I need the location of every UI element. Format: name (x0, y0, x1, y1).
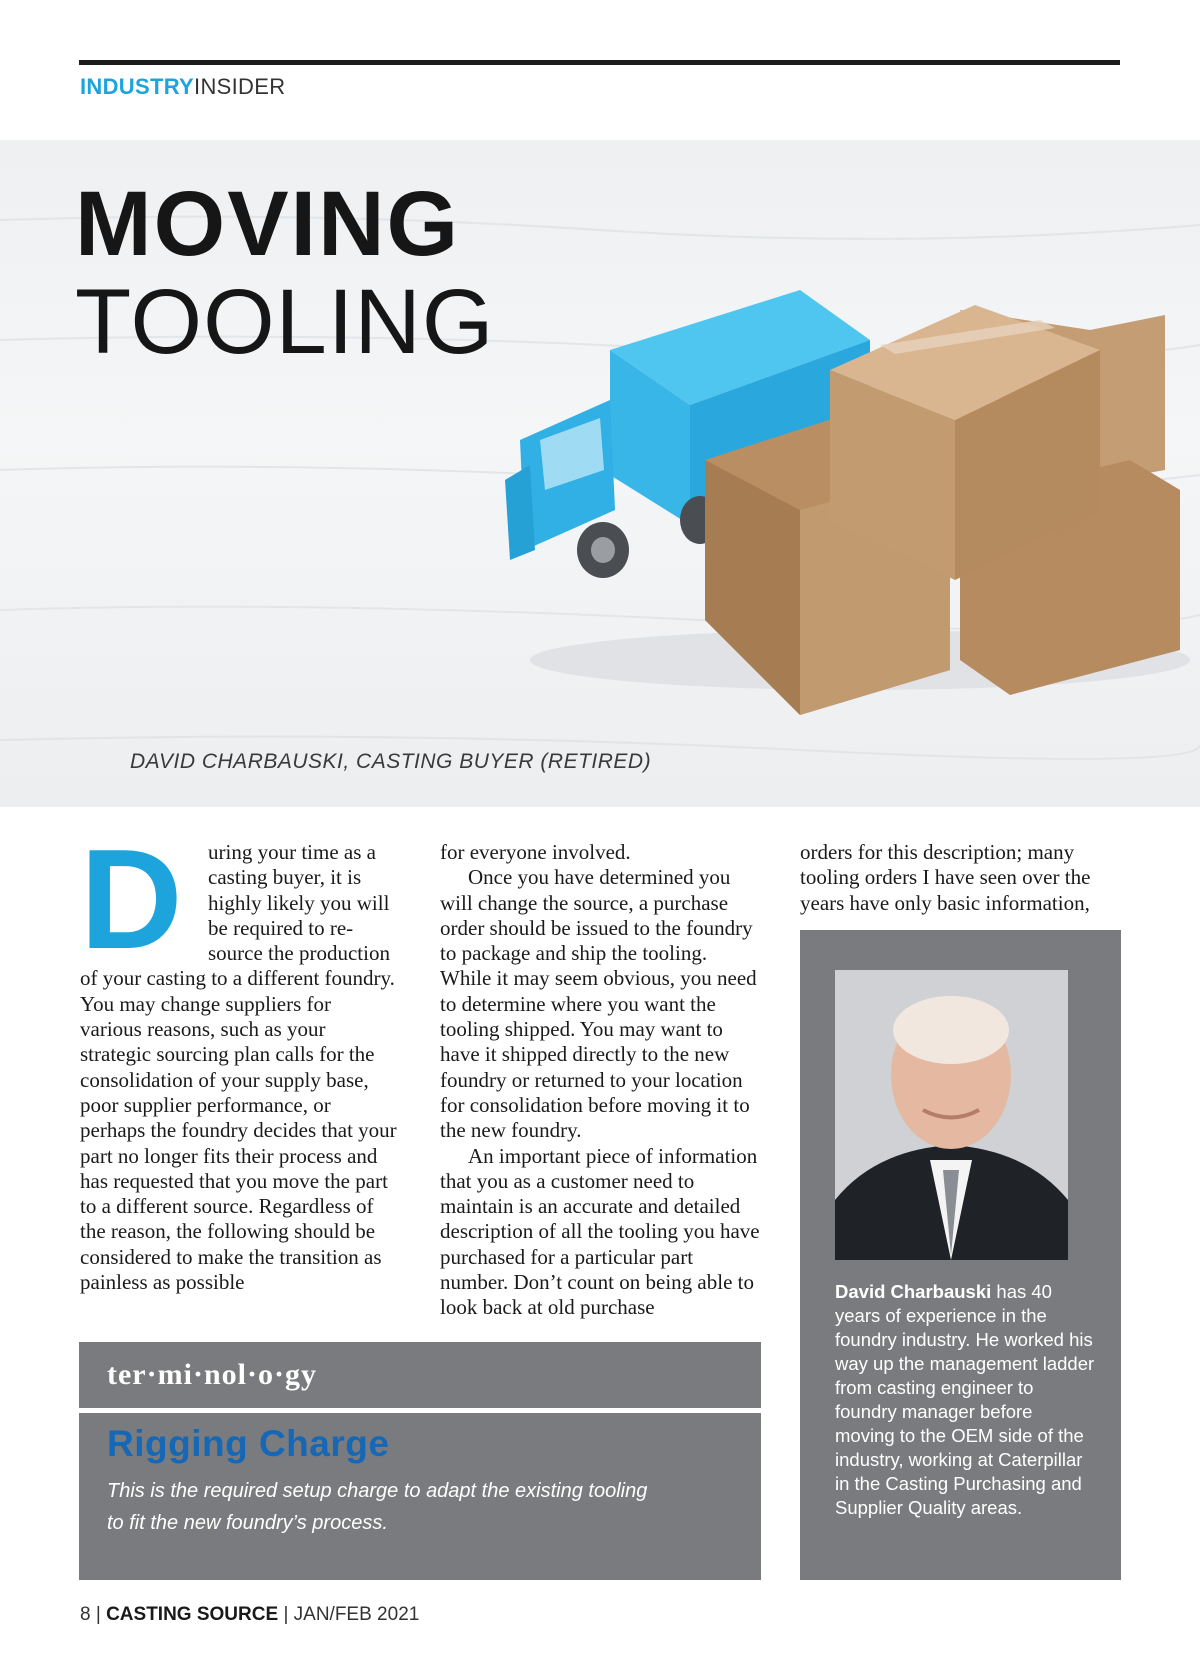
footer-separator-2: | (283, 1604, 289, 1625)
section-label (80, 74, 285, 100)
article-paragraph-3-end: orders for this description; many tooling orders I have seen over the years have only basic information, (800, 840, 1091, 915)
author-bio-text (835, 1280, 1097, 1520)
page-footer (80, 1604, 419, 1626)
drop-cap: D (80, 820, 183, 979)
author-portrait (835, 970, 1068, 1260)
issue-date: JAN/FEB 2021 (293, 1604, 420, 1625)
publication-name: CASTING SOURCE (106, 1604, 279, 1625)
article-title-line2: TOOLING (75, 271, 495, 373)
article-paragraph-3: An important piece of information that you as a customer need to maintain is an accurate and detailed description of all the tooling you have purchased for a particular part number. Don’t count on being able to look back at old purchase (440, 1143, 760, 1320)
article-column-2 (440, 840, 762, 1321)
author-bio-box (800, 930, 1121, 1580)
terminology-header (79, 1342, 761, 1408)
terminology-heading: ter·mi·nol·o·gy (107, 1358, 317, 1391)
author-bio-description: has 40 years of experience in the foundry industry. He worked his way up the management ladder from casting engineer to foundry manager before moving to the OEM side of the industry, working at Caterpillar in the Casting Purchasing and Supplier Quality areas. (835, 1281, 1095, 1518)
section-label-light: INSIDER (194, 74, 286, 99)
terminology-box (79, 1413, 761, 1580)
article-byline: DAVID CHARBAUSKI, CASTING BUYER (RETIRED) (130, 750, 652, 773)
article-paragraph-1: uring your time as a casting buyer, it is highly likely you will be required to re-source the production of your casting to a different foundry. You may change suppliers for various reasons, such as your strategic sourcing plan calls for the consolidation of your supply base, poor supplier performance, or perhaps the foundry decides that your part no longer fits their process and has requested that you move the part to a different source. Regardless of the reason, the following should be considered to make the transition as painless as possible (80, 840, 397, 1295)
terminology-definition: This is the required setup charge to adapt the existing tooling to fit the new foundry’s process. (107, 1480, 648, 1534)
article-paragraph-1-end: for everyone involved. (440, 840, 631, 864)
author-name: David Charbauski (835, 1281, 992, 1302)
article-title-line1: MOVING (75, 173, 461, 275)
terminology-term: Rigging Charge (107, 1423, 390, 1464)
section-label-bold: INDUSTRY (80, 74, 195, 99)
top-rule (79, 60, 1120, 65)
article-column-3 (800, 840, 1120, 916)
article-paragraph-2: Once you have determined you will change the source, a purchase order should be issued to the foundry to package and ship the tooling. While it may seem obvious, you need to determine where you want the tooling shipped. You may want to have it shipped directly to the new foundry or returned to your location for consolidation before moving it to the new foundry. (440, 865, 757, 1143)
article-column-1 (80, 820, 398, 1295)
footer-separator: | (95, 1604, 101, 1625)
page-number: 8 (80, 1604, 91, 1625)
